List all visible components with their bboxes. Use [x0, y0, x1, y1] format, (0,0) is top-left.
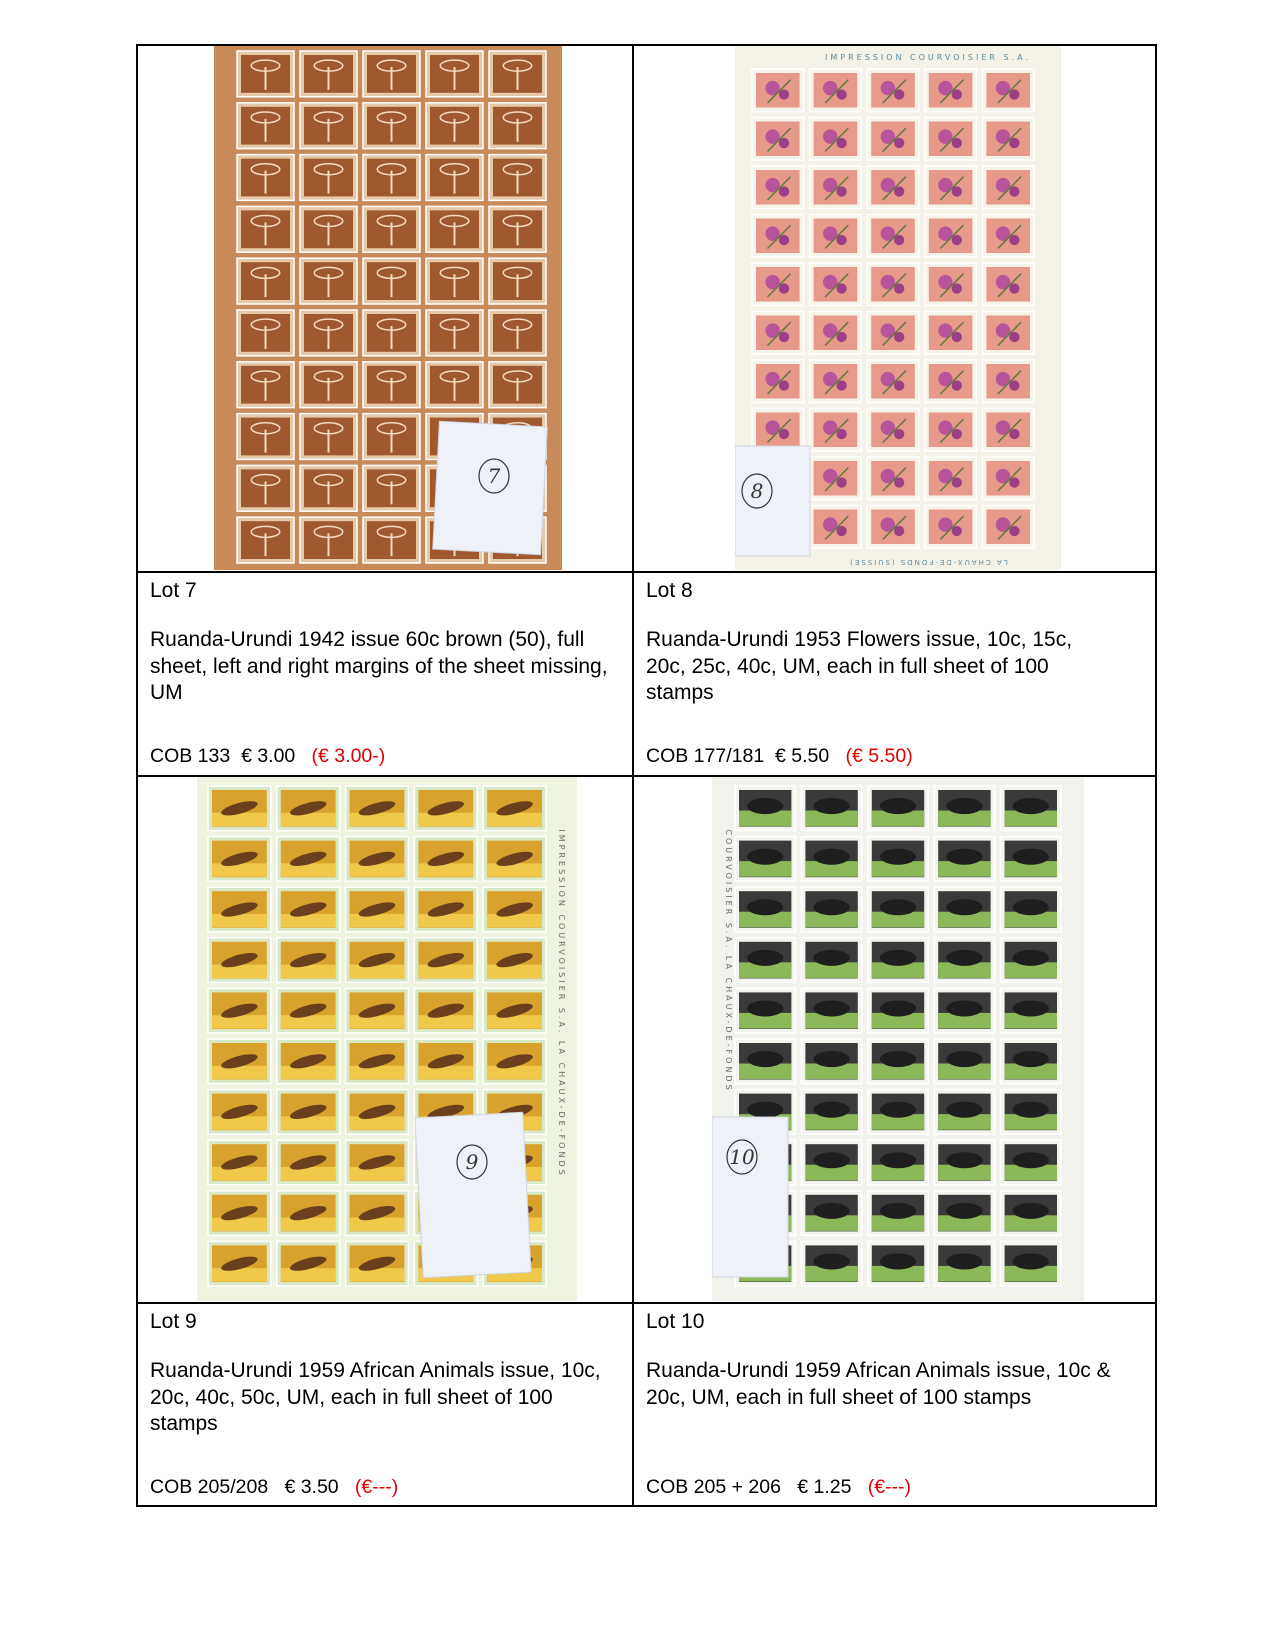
flower-stamp: [925, 409, 977, 452]
cob-number: COB 177/181: [646, 745, 765, 767]
palm-tree-stamp: [363, 51, 420, 97]
lot-number-note: [433, 421, 548, 554]
animal-stamp: [414, 988, 477, 1033]
flower-stamp: [867, 69, 919, 112]
palm-tree-stamp: [363, 465, 420, 511]
lot-8-details: [634, 573, 1155, 775]
animal-stamp: [208, 1191, 271, 1236]
animal-stamp: [346, 1090, 409, 1135]
flower-stamp: [810, 263, 862, 306]
animal-stamp: [277, 1039, 340, 1084]
animal-stamp: [483, 887, 546, 932]
flower-stamp: [867, 312, 919, 355]
palm-tree-stamp: [237, 310, 294, 356]
svg-text:COURVOISIER S.A. LA CHAUX-DE-F: COURVOISIER S.A. LA CHAUX-DE-FONDS: [724, 829, 733, 1093]
lot-9-details: [138, 1304, 632, 1507]
lot-price: € 5.50: [775, 745, 830, 767]
buffalo-stamp: [934, 887, 994, 932]
palm-tree-stamp: [300, 155, 357, 201]
palm-tree-stamp: [363, 258, 420, 304]
buffalo-stamp: [801, 1140, 861, 1185]
cob-number: COB 205/208: [150, 1476, 269, 1498]
animal-stamp: [277, 1090, 340, 1135]
buffalo-stamp: [801, 1090, 861, 1135]
flower-stamp: [810, 457, 862, 500]
lot-price: € 1.25: [797, 1476, 852, 1498]
flower-stamp: [810, 409, 862, 452]
buffalo-stamp: [868, 837, 928, 882]
flower-stamp: [925, 118, 977, 161]
animal-stamp: [414, 837, 477, 882]
lot-label: Lot 8: [646, 579, 693, 602]
buffalo-stamp: [934, 1140, 994, 1185]
lot-10-details: [634, 1304, 1155, 1507]
animal-stamp: [208, 1140, 271, 1185]
lot-description: Ruanda-Urundi 1959 African Animals issue, 10c & 20c, UM, each in full sheet of 100 stamps: [646, 1359, 1111, 1409]
palm-tree-stamp: [300, 206, 357, 252]
lot-number-note: [415, 1112, 531, 1277]
animal-stamp: [277, 988, 340, 1033]
flower-stamp: [810, 360, 862, 403]
buffalo-stamp: [801, 1241, 861, 1286]
animal-stamp: [208, 938, 271, 983]
svg-text:IMPRESSION COURVOISIER S.A.: IMPRESSION COURVOISIER S.A.: [825, 53, 1031, 62]
buffalo-stamp: [801, 887, 861, 932]
lot-catalogue-line: [150, 1476, 398, 1499]
lot-price: € 3.50: [284, 1476, 339, 1498]
flower-stamp: [925, 166, 977, 209]
palm-tree-stamp: [300, 465, 357, 511]
animal-stamp: [346, 1241, 409, 1286]
animal-stamp: [346, 1039, 409, 1084]
palm-tree-stamp: [363, 206, 420, 252]
animal-stamp: [414, 938, 477, 983]
palm-tree-stamp: [300, 51, 357, 97]
animal-stamp: [414, 786, 477, 831]
flower-stamp: [810, 312, 862, 355]
lot-7-details: [138, 573, 632, 775]
palm-tree-stamp: [489, 206, 546, 252]
buffalo-stamp: [1001, 1241, 1061, 1286]
buffalo-stamp: [868, 1140, 928, 1185]
animal-stamp: [483, 1039, 546, 1084]
flower-stamp: [925, 360, 977, 403]
palm-tree-stamp: [426, 362, 483, 408]
palm-tree-stamp: [237, 258, 294, 304]
lot-description: Ruanda-Urundi 1942 issue 60c brown (50), full sheet, left and right margins of the sheet missing, UM: [150, 628, 608, 704]
buffalo-stamp: [735, 786, 795, 831]
palm-tree-stamp: [426, 155, 483, 201]
lot-price: € 3.00: [241, 745, 296, 767]
animal-stamp: [277, 1241, 340, 1286]
buffalo-stamp: [868, 1191, 928, 1236]
palm-tree-stamp: [489, 103, 546, 149]
animal-stamp: [414, 887, 477, 932]
buffalo-stamp: [735, 1039, 795, 1084]
lot-label: Lot 7: [150, 579, 197, 602]
flower-stamp: [810, 166, 862, 209]
flower-stamp: [752, 312, 804, 355]
buffalo-stamp: [868, 1039, 928, 1084]
lot-label: Lot 9: [150, 1310, 197, 1333]
flower-stamp: [925, 263, 977, 306]
buffalo-stamp: [1001, 887, 1061, 932]
palm-tree-stamp: [237, 51, 294, 97]
animal-stamp: [483, 837, 546, 882]
buffalo-stamp: [1001, 1191, 1061, 1236]
flower-stamp: [867, 506, 919, 549]
buffalo-stamp: [1001, 1039, 1061, 1084]
palm-tree-stamp: [237, 206, 294, 252]
animal-stamp: [346, 887, 409, 932]
buffalo-stamp: [735, 837, 795, 882]
flower-stamp: [752, 118, 804, 161]
flower-stamp: [982, 263, 1034, 306]
buffalo-stamp: [868, 786, 928, 831]
palm-tree-stamp: [426, 206, 483, 252]
lot-number-note: [735, 446, 810, 556]
palm-tree-stamp: [237, 155, 294, 201]
animal-stamp: [208, 1039, 271, 1084]
lot-description: Ruanda-Urundi 1953 Flowers issue, 10c, 15c, 20c, 25c, 40c, UM, each in full sheet of 100 stamps: [646, 628, 1073, 704]
lots-table: [136, 44, 1157, 1507]
palm-tree-stamp: [363, 362, 420, 408]
palm-tree-stamp: [489, 155, 546, 201]
buffalo-stamp: [934, 1241, 994, 1286]
flower-stamp: [982, 69, 1034, 112]
buffalo-stamp: [801, 786, 861, 831]
flower-stamp: [925, 506, 977, 549]
buffalo-stamp: [1001, 1140, 1061, 1185]
red-price: (€ 3.00-): [311, 745, 386, 767]
buffalo-stamp: [868, 988, 928, 1033]
buffalo-stamp: [868, 1241, 928, 1286]
palm-tree-stamp: [300, 517, 357, 563]
buffalo-stamp: [735, 988, 795, 1033]
palm-tree-stamp: [426, 310, 483, 356]
flower-stamp: [925, 457, 977, 500]
animal-stamp: [346, 1191, 409, 1236]
flower-stamp: [867, 166, 919, 209]
flower-stamp: [982, 166, 1034, 209]
flower-stamp: [752, 263, 804, 306]
buffalo-stamp: [934, 786, 994, 831]
flower-stamp: [752, 360, 804, 403]
animal-stamp: [277, 1191, 340, 1236]
palm-tree-stamp: [237, 517, 294, 563]
lot-8-sheet-image: [735, 46, 1061, 570]
buffalo-stamp: [1001, 988, 1061, 1033]
svg-text:7: 7: [487, 464, 501, 488]
lot-7-sheet-image: [214, 46, 562, 570]
flower-stamp: [810, 118, 862, 161]
buffalo-stamp: [1001, 1090, 1061, 1135]
buffalo-stamp: [801, 988, 861, 1033]
animal-stamp: [208, 1241, 271, 1286]
buffalo-stamp: [868, 887, 928, 932]
lot-label: Lot 10: [646, 1310, 705, 1333]
buffalo-stamp: [801, 837, 861, 882]
flower-stamp: [982, 312, 1034, 355]
buffalo-stamp: [735, 938, 795, 983]
animal-stamp: [208, 887, 271, 932]
palm-tree-stamp: [237, 103, 294, 149]
flower-stamp: [982, 118, 1034, 161]
buffalo-stamp: [934, 1039, 994, 1084]
animal-stamp: [208, 1090, 271, 1135]
palm-tree-stamp: [237, 414, 294, 460]
buffalo-stamp: [1001, 938, 1061, 983]
lot-catalogue-line: [646, 745, 913, 768]
animal-stamp: [277, 887, 340, 932]
palm-tree-stamp: [300, 258, 357, 304]
buffalo-stamp: [1001, 837, 1061, 882]
red-price: (€---): [867, 1476, 912, 1498]
palm-tree-stamp: [426, 103, 483, 149]
palm-tree-stamp: [363, 517, 420, 563]
palm-tree-stamp: [489, 51, 546, 97]
svg-text:9: 9: [465, 1150, 479, 1174]
svg-text:8: 8: [750, 479, 764, 503]
animal-stamp: [277, 837, 340, 882]
buffalo-stamp: [868, 1090, 928, 1135]
buffalo-stamp: [801, 938, 861, 983]
buffalo-stamp: [934, 938, 994, 983]
animal-stamp: [483, 988, 546, 1033]
svg-text:LA CHAUX-DE-FONDS (SUISSE): LA CHAUX-DE-FONDS (SUISSE): [848, 558, 1008, 566]
flower-stamp: [867, 118, 919, 161]
flower-stamp: [752, 215, 804, 258]
palm-tree-stamp: [363, 155, 420, 201]
palm-tree-stamp: [426, 51, 483, 97]
buffalo-stamp: [801, 1039, 861, 1084]
flower-stamp: [867, 263, 919, 306]
buffalo-stamp: [934, 1191, 994, 1236]
animal-stamp: [414, 1039, 477, 1084]
buffalo-stamp: [1001, 786, 1061, 831]
animal-stamp: [483, 786, 546, 831]
flower-stamp: [925, 215, 977, 258]
flower-stamp: [810, 215, 862, 258]
lot-catalogue-line: [646, 1476, 911, 1499]
svg-text:10: 10: [729, 1145, 755, 1169]
red-price: (€---): [354, 1476, 399, 1498]
flower-stamp: [925, 69, 977, 112]
palm-tree-stamp: [426, 258, 483, 304]
flower-stamp: [982, 360, 1034, 403]
red-price: (€ 5.50): [845, 745, 913, 767]
animal-stamp: [346, 988, 409, 1033]
buffalo-stamp: [934, 1090, 994, 1135]
animal-stamp: [346, 786, 409, 831]
flower-stamp: [867, 457, 919, 500]
lot-description: Ruanda-Urundi 1959 African Animals issue, 10c, 20c, 40c, 50c, UM, each in full sheet of 100 stamps: [150, 1359, 601, 1435]
palm-tree-stamp: [237, 362, 294, 408]
flower-stamp: [982, 409, 1034, 452]
lot-catalogue-line: [150, 745, 385, 768]
buffalo-stamp: [934, 988, 994, 1033]
palm-tree-stamp: [363, 414, 420, 460]
animal-stamp: [277, 938, 340, 983]
animal-stamp: [208, 988, 271, 1033]
palm-tree-stamp: [237, 465, 294, 511]
lot-number-note: [712, 1117, 788, 1277]
animal-stamp: [277, 786, 340, 831]
palm-tree-stamp: [363, 310, 420, 356]
flower-stamp: [752, 409, 804, 452]
animal-stamp: [346, 1140, 409, 1185]
flower-stamp: [810, 506, 862, 549]
flower-stamp: [867, 360, 919, 403]
palm-tree-stamp: [300, 362, 357, 408]
palm-tree-stamp: [489, 258, 546, 304]
buffalo-stamp: [801, 1191, 861, 1236]
flower-stamp: [810, 69, 862, 112]
animal-stamp: [277, 1140, 340, 1185]
buffalo-stamp: [868, 938, 928, 983]
palm-tree-stamp: [300, 103, 357, 149]
lot-10-sheet-image: [712, 777, 1084, 1301]
flower-stamp: [982, 457, 1034, 500]
flower-stamp: [925, 312, 977, 355]
animal-stamp: [483, 938, 546, 983]
flower-stamp: [982, 215, 1034, 258]
palm-tree-stamp: [300, 414, 357, 460]
flower-stamp: [752, 166, 804, 209]
palm-tree-stamp: [489, 310, 546, 356]
cob-number: COB 205 + 206: [646, 1476, 781, 1498]
flower-stamp: [867, 215, 919, 258]
cob-number: COB 133: [150, 745, 231, 767]
palm-tree-stamp: [363, 103, 420, 149]
lot-9-sheet-image: [197, 777, 577, 1301]
animal-stamp: [346, 938, 409, 983]
flower-stamp: [867, 409, 919, 452]
animal-stamp: [208, 837, 271, 882]
palm-tree-stamp: [489, 362, 546, 408]
buffalo-stamp: [735, 887, 795, 932]
flower-stamp: [752, 69, 804, 112]
buffalo-stamp: [934, 837, 994, 882]
svg-text:IMPRESSION COURVOISIER S.A. LA: IMPRESSION COURVOISIER S.A. LA CHAUX-DE-FONDS: [557, 829, 566, 1178]
palm-tree-stamp: [300, 310, 357, 356]
animal-stamp: [208, 786, 271, 831]
flower-stamp: [982, 506, 1034, 549]
animal-stamp: [346, 837, 409, 882]
